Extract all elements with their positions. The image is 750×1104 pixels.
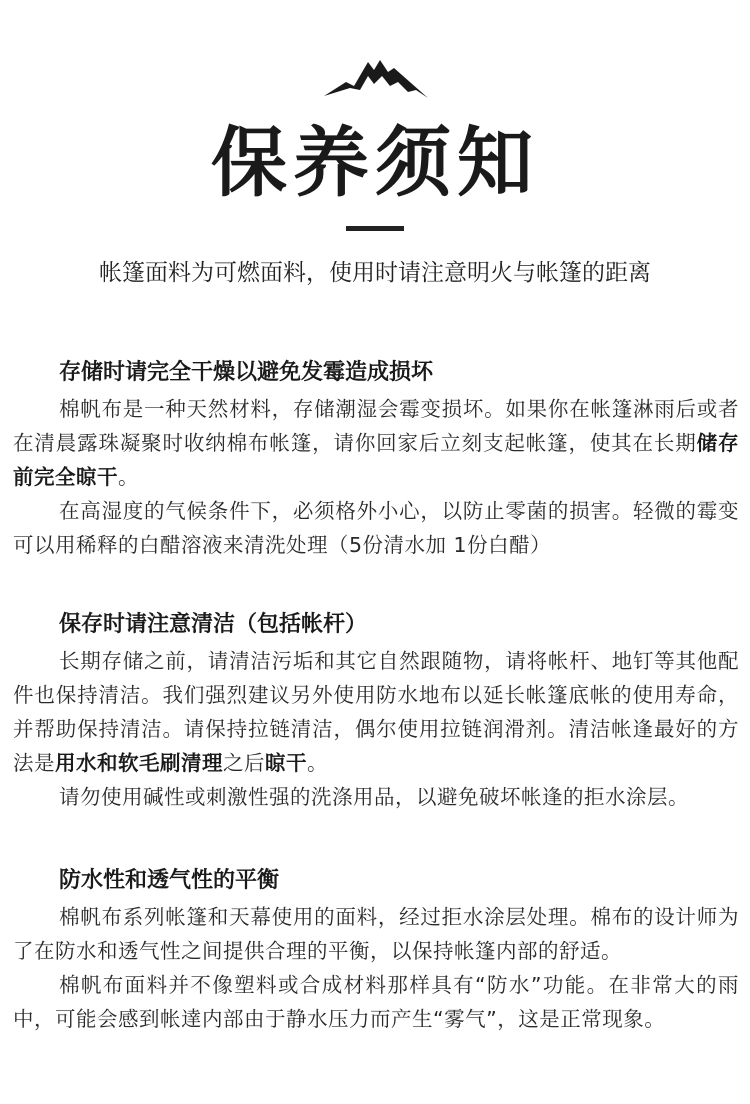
- paragraph: 棉帆布系列帐篷和天幕使用的面料，经过拒水涂层处理。棉布的设计师为了在防水和透气性之间提供合理的平衡，以保持帐篷内部的舒适。: [13, 905, 739, 963]
- text-span: 棉帆布是一种天然材料，存储潮湿会霉变损坏。如果你在帐篷淋雨后或者在清晨露珠凝聚时收纳棉布帐篷，请你回家后立刻支起帐篷，使其在长期: [13, 397, 739, 455]
- paragraph: 请勿使用碱性或刺激性强的洗涤用品，以避免破坏帐逢的拒水涂层。: [59, 785, 689, 809]
- paragraph: 棉帆布面料并不像塑料或合成材料那样具有“防水”功能。在非常大的雨中，可能会感到帐達内部由于静水压力而产生“雾气”，这是正常现象。: [13, 973, 739, 1031]
- text-span: 之后: [223, 751, 265, 775]
- mountain-icon: [324, 56, 428, 100]
- section-heading: 存储时请完全干燥以避免发霉造成损坏: [59, 360, 434, 385]
- emphasis-text: 用水和软毛刷清理: [55, 751, 223, 775]
- text-span: 。: [307, 751, 328, 775]
- section-heading: 防水性和透气性的平衡: [59, 868, 280, 893]
- section-waterproof-breathable: [13, 864, 739, 1036]
- fire-safety-notice: 帐篷面料为可燃面料，使用时请注意明火与帐篷的距离: [99, 260, 651, 286]
- paragraph: [13, 644, 739, 780]
- section-heading: 保存时请注意清洁（包括帐杆）: [59, 612, 368, 637]
- text-span: 长期存储之前，请清洁污垢和其它自然跟随物，请将帐杆、地钉等其他配件也保持清洁。我们强烈建议另外使用防水地布以延长帐篷底帐的使用寿命，并帮助保持清洁。请保持拉链清洁，偶尔使用拉链润滑剂。清洁帐逢最好的方法是: [13, 649, 739, 775]
- emphasis-text: 晾干: [265, 751, 307, 775]
- section-storage-clean: [13, 608, 739, 814]
- text-span: 。: [118, 465, 139, 489]
- section-storage-dry: [13, 356, 739, 562]
- paragraph: 在高湿度的气候条件下，必须格外小心，以防止零菌的损害。轻微的霉变可以用稀释的白醋溶液来清洗处理（5份清水加 1份白醋）: [13, 499, 739, 557]
- title-divider: [346, 226, 404, 231]
- emphasis-text: 储存前完全晾干: [13, 431, 740, 489]
- page-title: 保养须知: [211, 118, 539, 207]
- paragraph: [13, 392, 739, 494]
